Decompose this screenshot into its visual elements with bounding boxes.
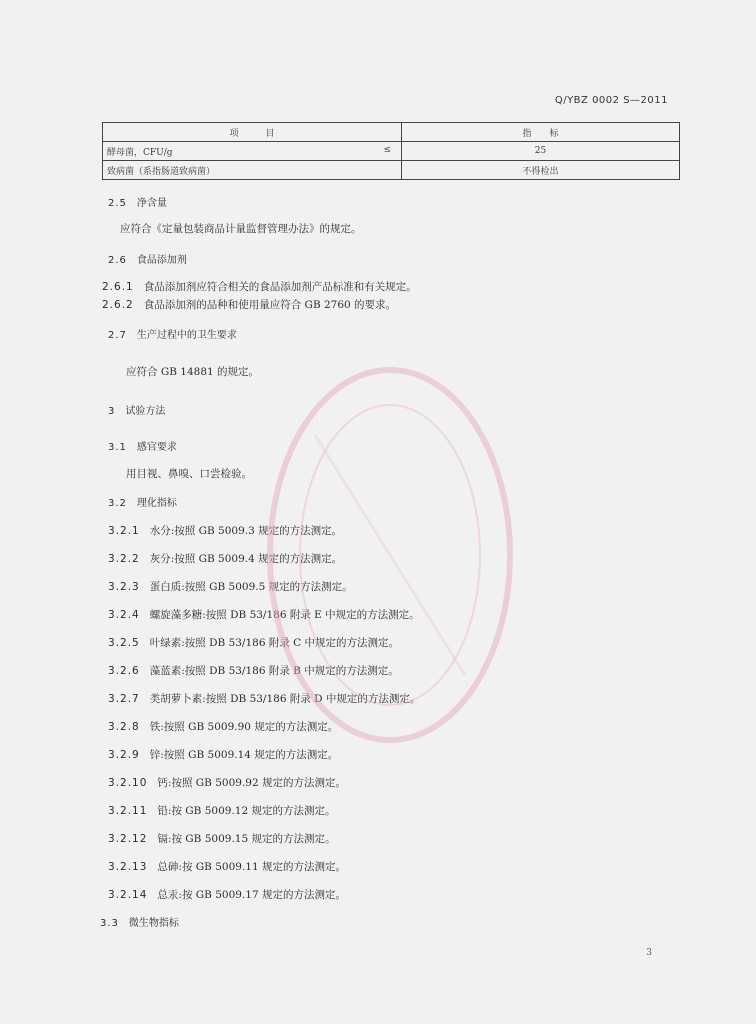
- clause: 3.2.6 藻蓝素:按照 DB 53/186 附录 B 中规定的方法测定。: [108, 665, 399, 677]
- clause: 3.2.10 钙:按照 GB 5009.92 规定的方法测定。: [108, 777, 346, 789]
- section-heading: 3.2 理化指标: [108, 498, 177, 509]
- paragraph: 应符合 GB 14881 的规定。: [126, 366, 260, 378]
- spec-table: [102, 122, 680, 180]
- standard-code: Q/YBZ 0002 S—2011: [554, 95, 668, 106]
- table-header-item: 项 目: [103, 123, 402, 142]
- clause: 2.6.1 食品添加剂应符合相关的食品添加剂产品标准和有关规定。: [102, 281, 417, 293]
- clause: 3.2.11 铅:按 GB 5009.12 规定的方法测定。: [108, 805, 336, 817]
- section-heading: 2.6 食品添加剂: [108, 255, 187, 266]
- clause: 3.2.3 蛋白质:按照 GB 5009.5 规定的方法测定。: [108, 581, 353, 593]
- section-heading: 2.7 生产过程中的卫生要求: [108, 330, 237, 341]
- section-heading: 2.5 净含量: [108, 198, 167, 209]
- row-value: 25: [402, 142, 680, 161]
- section-heading: 3 试验方法: [108, 406, 166, 417]
- clause: 3.2.4 螺旋藻多糖:按照 DB 53/186 附录 E 中规定的方法测定。: [108, 609, 420, 621]
- row-item: 致病菌（系指肠道致病菌）: [107, 166, 216, 177]
- clause: 2.6.2 食品添加剂的品种和使用量应符合 GB 2760 的要求。: [102, 299, 397, 311]
- table-row: [103, 161, 680, 180]
- table-header-row: [103, 123, 680, 142]
- page-number: 3: [646, 948, 652, 958]
- clause: 3.2.5 叶绿素:按照 DB 53/186 附录 C 中规定的方法测定。: [108, 637, 400, 649]
- clause: 3.2.8 铁:按照 GB 5009.90 规定的方法测定。: [108, 721, 339, 733]
- section-heading: 3.1 感官要求: [108, 442, 177, 453]
- section-heading: 3.3 微生物指标: [100, 918, 179, 929]
- paragraph: 应符合《定量包装商品计量监督管理办法》的规定。: [120, 223, 362, 235]
- clause: 3.2.1 水分:按照 GB 5009.3 规定的方法测定。: [108, 525, 343, 537]
- row-item: 酵母菌，CFU/g: [107, 147, 173, 158]
- paragraph: 用目视、鼻嗅、口尝检验。: [126, 468, 252, 480]
- row-operator: ≤: [383, 144, 391, 155]
- clause: 3.2.12 镉:按 GB 5009.15 规定的方法测定。: [108, 833, 336, 845]
- table-header-value: 指 标: [402, 123, 680, 142]
- row-value: 不得检出: [402, 161, 680, 180]
- clause: 3.2.7 类胡萝卜素:按照 DB 53/186 附录 D 中规定的方法测定。: [108, 693, 421, 705]
- clause: 3.2.13 总砷:按 GB 5009.11 规定的方法测定。: [108, 861, 346, 873]
- clause: 3.2.9 锌:按照 GB 5009.14 规定的方法测定。: [108, 749, 339, 761]
- clause: 3.2.14 总汞:按 GB 5009.17 规定的方法测定。: [108, 889, 346, 901]
- clause: 3.2.2 灰分:按照 GB 5009.4 规定的方法测定。: [108, 553, 343, 565]
- table-row: [103, 142, 680, 161]
